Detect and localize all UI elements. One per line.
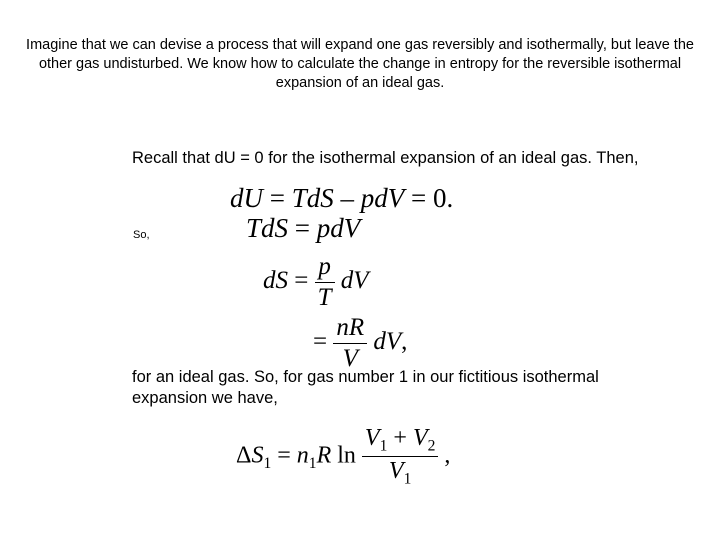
fraction-p-over-t: $\frac{p}{T}$: [315, 253, 335, 312]
equation-du: dU = TdS – pdV = 0.: [230, 183, 454, 213]
intro-paragraph: Imagine that we can devise a process that will expand one gas reversibly and isothermally, but leave the other gas undisturbed. We know how to calculate the change in entropy for the reversible isothermal expansion of an ideal gas.: [26, 37, 694, 91]
equation-delta-s1: $\Delta S_1 = n_1R$ ln $\frac{V_1 + V_2}{V_1}$ ,: [236, 425, 451, 488]
equation-tds: TdS = pdV: [246, 213, 361, 243]
fraction-nr-over-v: $\frac{nR}{V}$: [333, 314, 367, 373]
equation-ds: dS = $\frac{p}{T}$ dV: [263, 253, 369, 311]
fraction-volume-ratio: $\frac{V_1 + V_2}{V_1}$: [362, 425, 438, 489]
so-label: So,: [133, 229, 150, 241]
recall-paragraph: Recall that dU = 0 for the isothermal expansion of an ideal gas. Then,: [132, 149, 639, 167]
equation-nrv: = $\frac{nR}{V}$ dV,: [313, 314, 408, 372]
ideal-gas-paragraph: for an ideal gas. So, for gas number 1 in our fictitious isothermal expansion we have,: [132, 368, 599, 407]
